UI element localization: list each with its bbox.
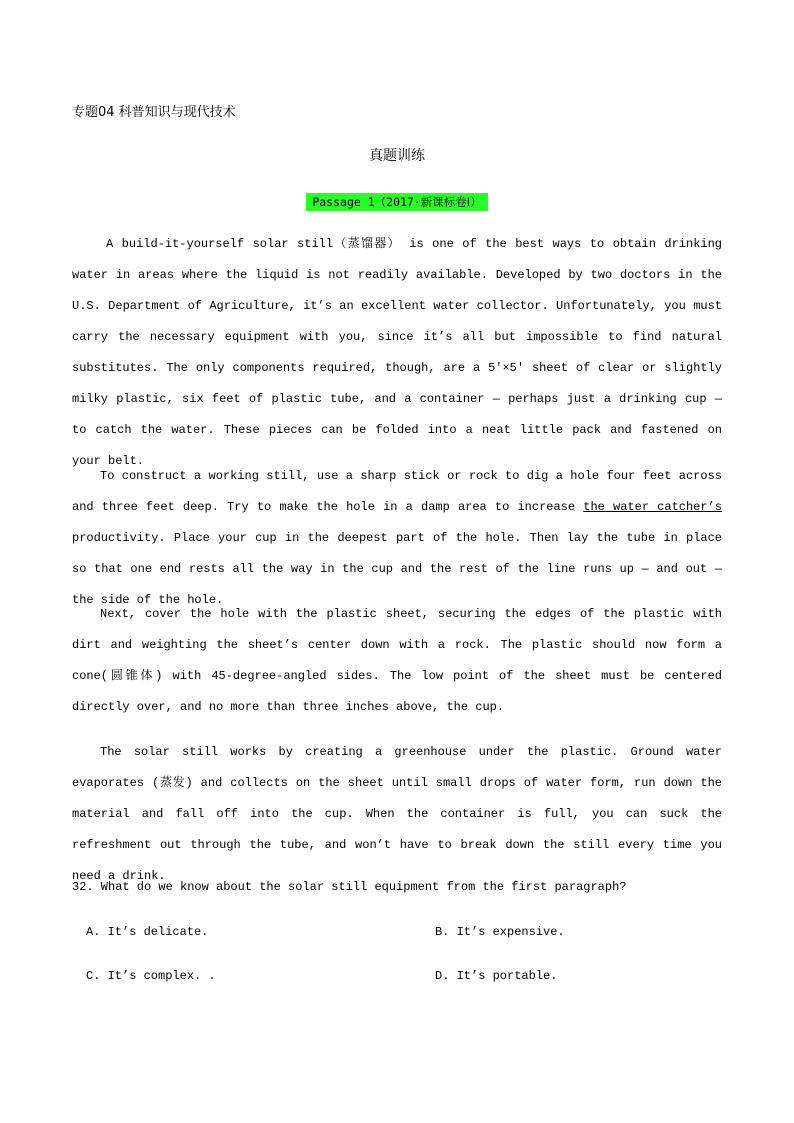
paragraph-4 [72,737,722,892]
paragraph-3 [72,599,722,723]
question-stem: 32. What do we know about the solar still equipment from the first paragraph? [72,880,627,894]
option-b: B. It’s expensive. [435,925,565,939]
paragraph-2-text-before: To construct a working still, use a sharp stick or rock to dig a hole four feet across and three feet deep. Try to make the hole in a damp area to increase [72,469,722,514]
paragraph-4-text: The solar still works by creating a greenhouse under the plastic. Ground water evaporates (蒸发) and collects on the sheet until small drops of water form, run down the material and fall off into the cup. When the container is full, you can suck the refreshment out through the tube, and won’t have to break down the still every time you need a drink. [72,745,722,883]
passage-label: Passage 1（2017·新课标卷Ⅰ） [306,193,487,211]
passage-label-row [0,191,794,211]
option-a: A. It’s delicate. [86,925,209,939]
option-d: D. It’s portable. [435,969,558,983]
paragraph-1 [72,229,722,477]
topic-heading: 专题04 科普知识与现代技术 [72,105,236,120]
option-c: C. It’s complex. . [86,969,216,983]
paragraph-2 [72,461,722,616]
section-title: 真题训练 [369,148,425,164]
paragraph-2-text-after: productivity. Place your cup in the deepest part of the hole. Then lay the tube in place so that one end rests all the way in the cup and the rest of the line runs up — and out — the side of the hole. [72,531,722,607]
paragraph-1-text: A build-it-yourself solar still（蒸馏器） is one of the best ways to obtain drinking water in areas where the liquid is not readily available. Developed by two doctors in the U.S. Department of Agriculture, it’s an excellent water collector. Unfortunately, you must carry the necessary equipment with you, since it’s all but impossible to find natural substitutes. The only components required, though, are a 5′×5′ sheet of clear or slightly milky plastic, six feet of plastic tube, and a container — perhaps just a drinking cup — to catch the water. These pieces can be folded into a neat little pack and fastened on your belt. [72,237,722,468]
underlined-phrase: the water catcher’s [583,500,722,514]
paragraph-3-text: Next, cover the hole with the plastic sheet, securing the edges of the plastic with dirt and weighting the sheet’s center down with a rock. The plastic should now form a cone(圆锥体) with 45-degree-angled sides. The low point of the sheet must be centered directly over, and no more than three inches above, the cup. [72,607,722,714]
